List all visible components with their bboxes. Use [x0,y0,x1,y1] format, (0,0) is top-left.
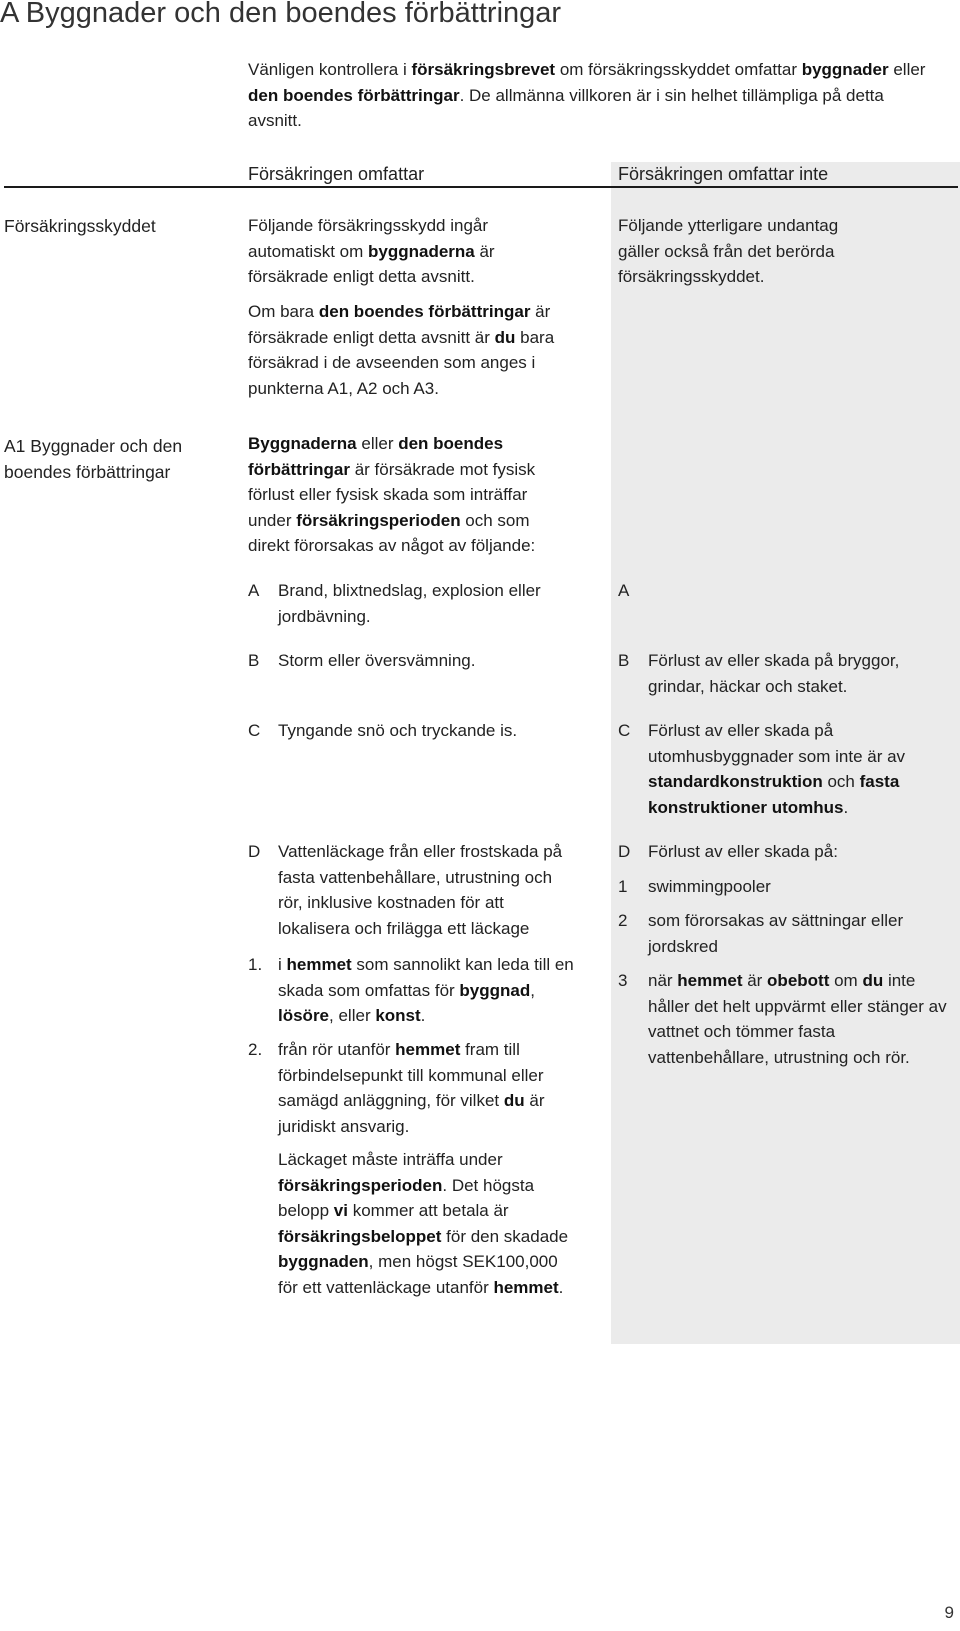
item-text: Brand, blixtnedslag, explosion eller jordbävning. [278,581,541,626]
item-letter: C [248,721,261,740]
section-heading: A Byggnader och den boendes förbättringar [0,0,562,29]
page-number: 9 [944,1603,954,1622]
item-text: från rör utanför hemmet fram till förbindelsepunkt till kommunal eller samägd anläggning, för vilket du är juridiskt ansvarig. [278,1040,545,1136]
item-number: 1 [618,877,628,896]
item-text: Förlust av eller skada på utomhusbyggnader som inte är av standardkonstruktion och fasta konstruktioner utomhus. [648,721,906,817]
row-label-scope: Försäkringsskyddet [4,216,156,236]
item-text: Tyngande snö och tryckande is. [278,721,518,740]
item-letter: B [618,651,630,670]
item-letter: C [618,721,631,740]
item-letter: D [618,842,631,861]
intro-paragraph: Vänligen kontrollera i försäkringsbrevet om försäkringsskyddet omfattar byggnader eller den boendes förbättringar. De allmänna villkoren är i sin helhet tillämpliga på detta avsnitt. [248,60,926,130]
item-text: swimmingpooler [648,877,771,896]
item-text: Förlust av eller skada på: [648,842,838,861]
item-text: Vattenläckage från eller frostskada på fasta vattenbehållare, utrustning och rör, inklusive kostnaden för att lokalisera och frilägga ett läckage [278,842,563,938]
column-header-covered: Försäkringen omfattar [248,164,425,184]
item-number: 2. [248,1040,263,1059]
item-number: 1. [248,955,263,974]
item-text: Storm eller översvämning. [278,651,476,670]
covered-item-d-note: Läckaget måste inträffa under försäkringsperioden. Det högsta belopp vi kommer att betala är försäkringsbeloppet för den skadade byggnaden, men högst SEK100,000 för ett vattenläckage utanför hemmet. [278,1150,569,1297]
item-letter: B [248,651,260,670]
item-number: 3 [618,971,628,990]
item-text: när hemmet är obebott om du inte håller det helt uppvärmt eller stänger av vattnet och tömmer fasta vattenbehållare, utrustning och rör. [648,971,947,1067]
item-letter: D [248,842,261,861]
a1-intro-text: Byggnaderna eller den boendes förbättringar är försäkrade mot fysisk förlust eller fysisk skada som inträffar under försäkringsperioden och som direkt förorsakas av något av följande: [248,434,536,555]
item-number: 2 [618,911,628,930]
scope-covered-text-1: Följande försäkringsskydd ingår automatiskt om byggnaderna är försäkrade enligt detta avsnitt. [248,216,495,286]
scope-covered-text-2: Om bara den boendes förbättringar är försäkrade enligt detta avsnitt är du bara försäkrad i de avseenden som anges i punkterna A1, A2 och A3. [248,302,555,398]
item-text: i hemmet som sannolikt kan leda till en skada som omfattas för byggnad, lösöre, eller konst. [278,955,574,1025]
item-text: som förorsakas av sättningar eller jordskred [648,911,904,956]
column-header-not-covered: Försäkringen omfattar inte [618,164,829,184]
scope-not-covered-text: Följande ytterligare undantag gäller också från det berörda försäkringsskyddet. [618,216,839,286]
item-letter: A [248,581,260,600]
item-text: Förlust av eller skada på bryggor, grindar, häckar och staket. [648,651,900,696]
header-divider [4,186,958,188]
row-label-a1: A1 Byggnader och den boendes förbättringar [4,436,183,482]
item-letter: A [618,581,630,600]
